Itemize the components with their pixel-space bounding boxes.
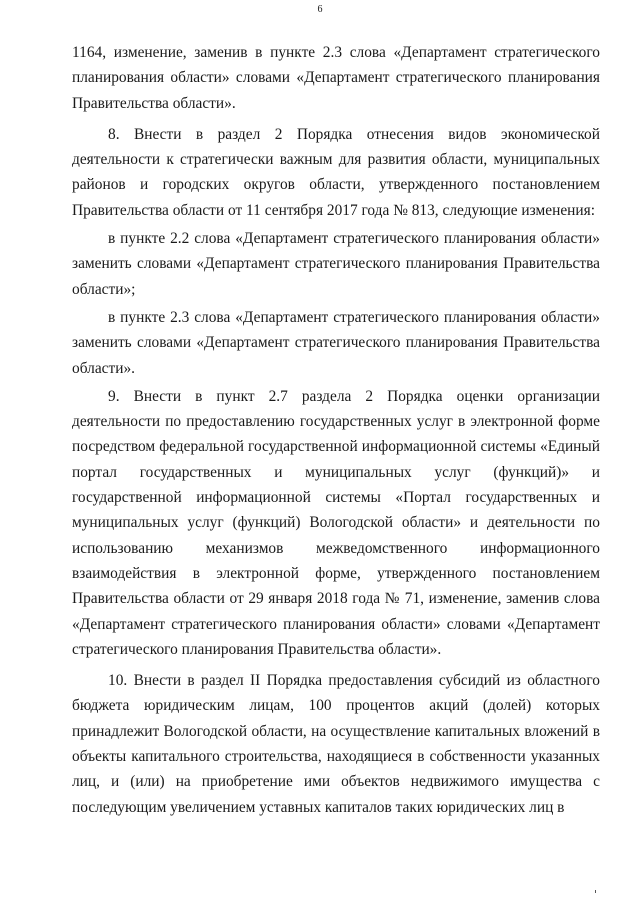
- paragraph-item-8-point-2-3: в пункте 2.3 слова «Департамент стратегического планирования области» заменить словами «Департамент стратегического планирования Правительства области».: [72, 308, 600, 377]
- page-number: 6: [317, 4, 323, 15]
- paragraph-item-8: 8. Внести в раздел 2 Порядка отнесения видов экономической деятельности к стратегически важным для развития области, муниципальных районов и городских округов области, утвержденного постановлением Правительства области от 11 сентября 2017 года № 813, следующие изменения:: [72, 125, 600, 219]
- paragraph-item-10: 10. Внести в раздел II Порядка предоставления субсидий из областного бюджета юридическим лицам, 100 процентов акций (долей) которых принадлежит Вологодской области, на осуществление капитальных вложений в объекты капитального строительства, находящиеся в собственности указанных лиц, и (или) на приобретение ими объектов недвижимого имущества с последующим увеличением уставных капиталов таких юридических лиц в: [72, 672, 600, 816]
- paragraph-continuation: 1164, изменение, заменив в пункте 2.3 слова «Департамент стратегического планирования области» словами «Департамент стратегического планирования Правительства области».: [72, 44, 600, 112]
- paragraph-item-9: 9. Внести в пункт 2.7 раздела 2 Порядка оценки организации деятельности по предоставлению государственных услуг в электронной форме посредством федеральной государственной информационной системы «Единый портал государственных и муниципальных услуг (функций)» и государственной информационной системы «Портал государственных и муниципальных услуг (функций) Вологодской области» и деятельности по использованию механизмов межведомственного информационного взаимодействия в электронной форме, утвержденного постановлением Правительства области от 29 января 2018 года № 71, изменение, заменив слова «Департамент стратегического планирования области» словами «Департамент стратегического планирования Правительства области».: [72, 387, 600, 658]
- paragraph-item-8-point-2-2: в пункте 2.2 слова «Департамент стратегического планирования области» заменить словами «Департамент стратегического планирования Правительства области»;: [72, 230, 600, 298]
- scan-margin-mark: [595, 890, 596, 893]
- document-body: [72, 40, 600, 820]
